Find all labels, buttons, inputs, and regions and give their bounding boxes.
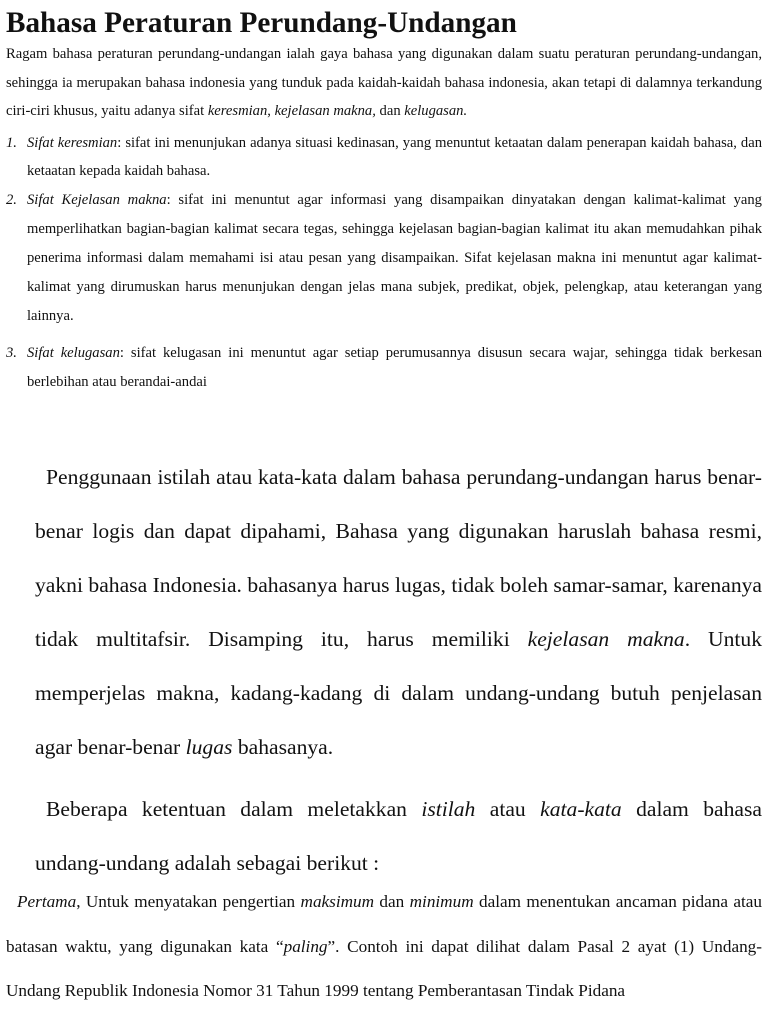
paragraph-pertama xyxy=(6,880,762,1014)
paragraph-text: dalam menentukan ancaman pidana atau batasan waktu, yang digunakan kata “ xyxy=(6,892,762,956)
paragraph-text: dalam bahasa undang-undang adalah sebagai berikut : xyxy=(35,797,763,875)
intro-paragraph xyxy=(6,40,762,126)
item-text: : sifat kelugasan ini menuntut agar setiap perumusannya disusun secara wajar, sehingga tidak berkesan berlebihan atau berandai-andai xyxy=(27,344,762,390)
item-number: 3. xyxy=(6,344,17,361)
paragraph-text: dan xyxy=(374,892,410,911)
paragraph-text: atau xyxy=(475,797,541,821)
paragraph-text: Penggunaan istilah atau kata-kata dalam bahasa perundang-undangan harus benar-benar logis dan dapat dipahami, Bahasa yang digunakan haruslah bahasa resmi, yakni bahasa Indonesia. bahasanya harus lugas, tidak boleh samar-samar, karenanya tidak multitafsir. Disamping itu, harus memiliki xyxy=(35,465,762,651)
section-penggunaan-istilah xyxy=(35,450,763,875)
intro-text: Ragam bahasa peraturan perundang-undangan ialah gaya bahasa yang digunakan dalam suatu peraturan perundang-undangan, sehingga ia merupakan bahasa indonesia yang tunduk pada kaidah-kaidah bahasa indonesia, akan tetapi di dalamnya terkandung ciri-ciri khusus, yaitu adanya sifat xyxy=(6,46,762,119)
term-istilah: istilah xyxy=(421,797,476,821)
list-item xyxy=(6,339,762,397)
paragraph-text: . Untuk memperjelas makna, kadang-kadang di dalam undang-undang butuh penjelasan agar benar-benar xyxy=(35,627,762,759)
item-number: 1. xyxy=(6,134,17,151)
intro-separator: , xyxy=(267,103,275,119)
section-bahasa-peraturan xyxy=(6,0,762,397)
section-pertama xyxy=(6,880,762,1014)
term-minimum: minimum xyxy=(409,892,474,911)
term-paling: paling xyxy=(283,936,328,956)
term-keresmian: keresmian xyxy=(207,103,268,119)
item-text: : sifat ini menuntut agar informasi yang disampaikan dinyatakan dengan kalimat-kalimat yang memperlihatkan bagian-bagian kalimat secara tegas, sehingga kejelasan bagian-bagian kalimat itu akan memudahkan pihak penerima informasi dalam memahami isi atau pesan yang disampaikan. Sifat kejelasan makna ini menuntut agar kalimat-kalimat yang dirumuskan harus menunjukan dengan jelas mana subjek, predikat, objek, pelengkap, atau keterangan yang lainnya. xyxy=(27,192,762,324)
intro-separator: dan xyxy=(375,103,405,119)
item-text: : sifat ini menunjukan adanya situasi kedinasan, yang menuntut ketaatan dalam penerapan kaidah bahasa, dan ketaatan kepada kaidah bahasa. xyxy=(27,134,763,180)
term-kejelasan-makna: kejelasan makna, xyxy=(274,103,376,119)
list-item xyxy=(6,129,762,187)
paragraph-penggunaan xyxy=(35,450,762,774)
term-lugas: lugas xyxy=(185,735,233,759)
item-term: Sifat Kejelasan makna xyxy=(27,192,167,209)
item-term: Sifat kelugasan xyxy=(27,344,120,361)
term-pertama: Pertama xyxy=(17,892,77,911)
paragraph-text: Beberapa ketentuan dalam meletakkan xyxy=(46,797,422,821)
item-term: Sifat keresmian xyxy=(27,134,118,151)
paragraph-text: ”. Contoh ini dapat dilihat dalam Pasal 2 ayat (1) Undang-Undang Republik Indonesia Nomor 31 Tahun 1999 tentang Pemberantasan Tindak Pidana xyxy=(6,936,762,1000)
sifat-list xyxy=(6,129,762,397)
term-maksimum: maksimum xyxy=(300,892,375,911)
list-item xyxy=(6,186,762,331)
paragraph-text: , Untuk menyatakan pengertian xyxy=(76,892,301,911)
paragraph-text: bahasanya. xyxy=(232,735,334,759)
term-kata-kata: kata-kata xyxy=(540,797,622,821)
section-title: Bahasa Peraturan Perundang-Undangan xyxy=(6,7,517,39)
item-number: 2. xyxy=(6,192,17,209)
term-kejelasan-makna: kejelasan makna xyxy=(527,627,685,651)
paragraph-ketentuan xyxy=(35,782,763,875)
term-kelugasan: kelugasan. xyxy=(404,103,468,119)
